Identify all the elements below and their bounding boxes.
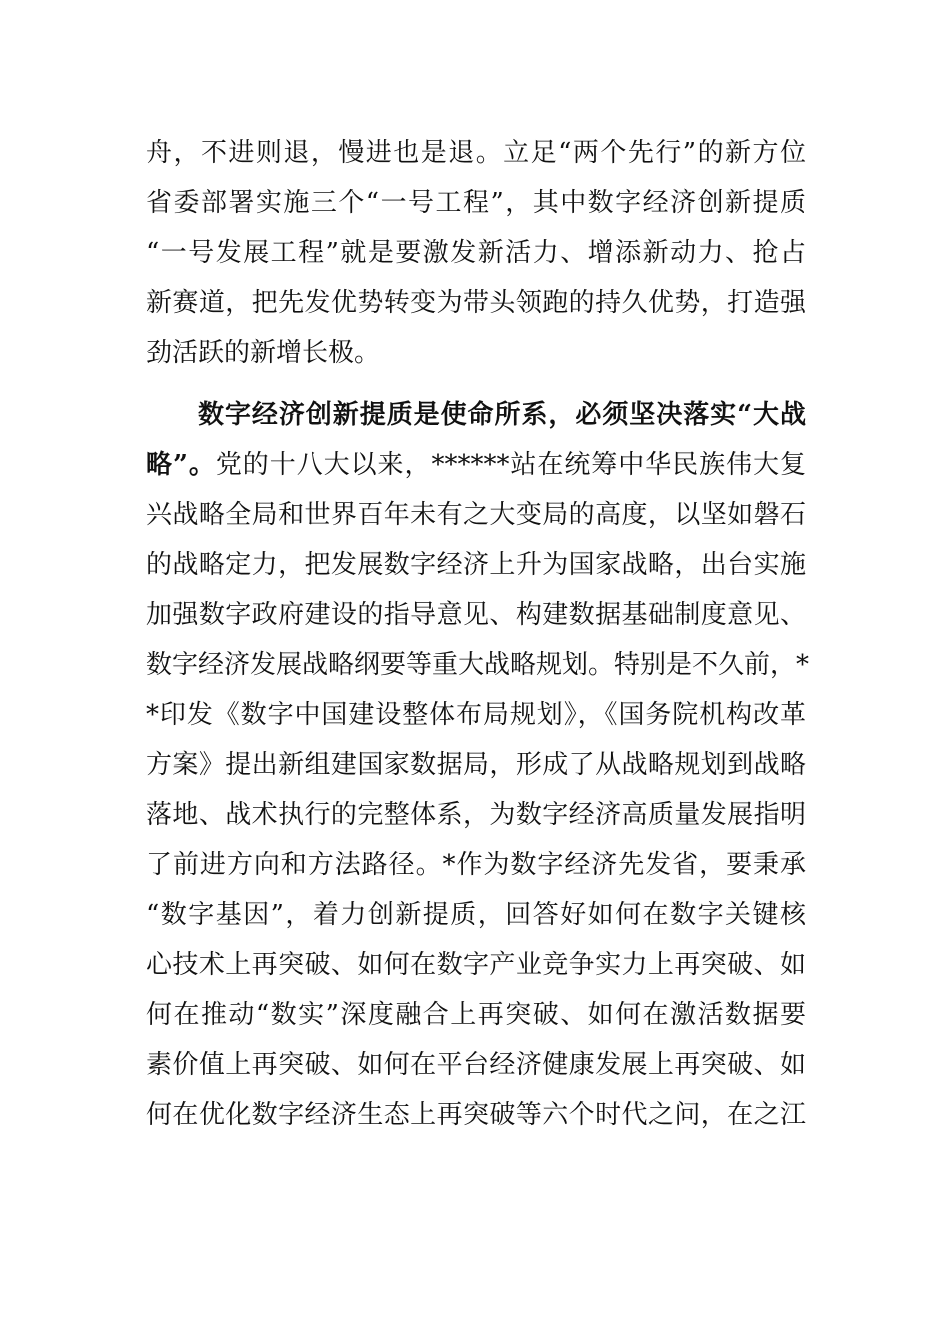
text-line: “数字基因”，着力创新提质，回答好如何在数字关键核: [146, 900, 806, 930]
text-line: 新赛道，把先发优势转变为带头领跑的持久优势，打造强: [146, 288, 806, 318]
text-line: 舟，不进则退，慢进也是退。立足“两个先行”的新方位: [146, 138, 806, 168]
text-line: *印发《数字中国建设整体布局规划》，《国务院机构改革: [146, 700, 806, 730]
paragraph-heading: 数字经济创新提质是使命所系，必须坚决落实“大战: [198, 400, 806, 430]
text-line: 加强数字政府建设的指导意见、构建数据基础制度意见、: [146, 600, 806, 630]
text-line: 心技术上再突破、如何在数字产业竞争实力上再突破、如: [146, 950, 806, 980]
text-line: 何在推动“数实”深度融合上再突破、如何在激活数据要: [146, 1000, 806, 1030]
text-line: 省委部署实施三个“一号工程”，其中数字经济创新提质: [146, 188, 806, 218]
text-line: 的战略定力，把发展数字经济上升为国家战略，出台实施: [146, 550, 806, 580]
paragraph-2: [146, 390, 810, 1140]
paragraph-heading-end: 略”。: [146, 450, 216, 480]
paragraph-1: [146, 128, 806, 378]
text-line: 劲活跃的新增长极。: [146, 338, 381, 368]
text-line: 兴战略全局和世界百年未有之大变局的高度，以坚如磐石: [146, 500, 806, 530]
text-line: 落地、战术执行的完整体系，为数字经济高质量发展指明: [146, 800, 806, 830]
text-line: 了前进方向和方法路径。*作为数字经济先发省，要秉承: [146, 850, 806, 880]
text-line: “一号发展工程”就是要激发新活力、增添新动力、抢占: [146, 238, 806, 268]
text-line: 何在优化数字经济生态上再突破等六个时代之问，在之江: [146, 1100, 806, 1130]
text-line: [146, 440, 806, 490]
text-line-rest: 党的十八大以来，******站在统筹中华民族伟大复: [215, 450, 806, 480]
text-line: 方案》提出新组建国家数据局，形成了从战略规划到战略: [146, 750, 806, 780]
text-line: 素价值上再突破、如何在平台经济健康发展上再突破、如: [146, 1050, 806, 1080]
text-line: 数字经济发展战略纲要等重大战略规划。特别是不久前，*: [146, 650, 810, 680]
